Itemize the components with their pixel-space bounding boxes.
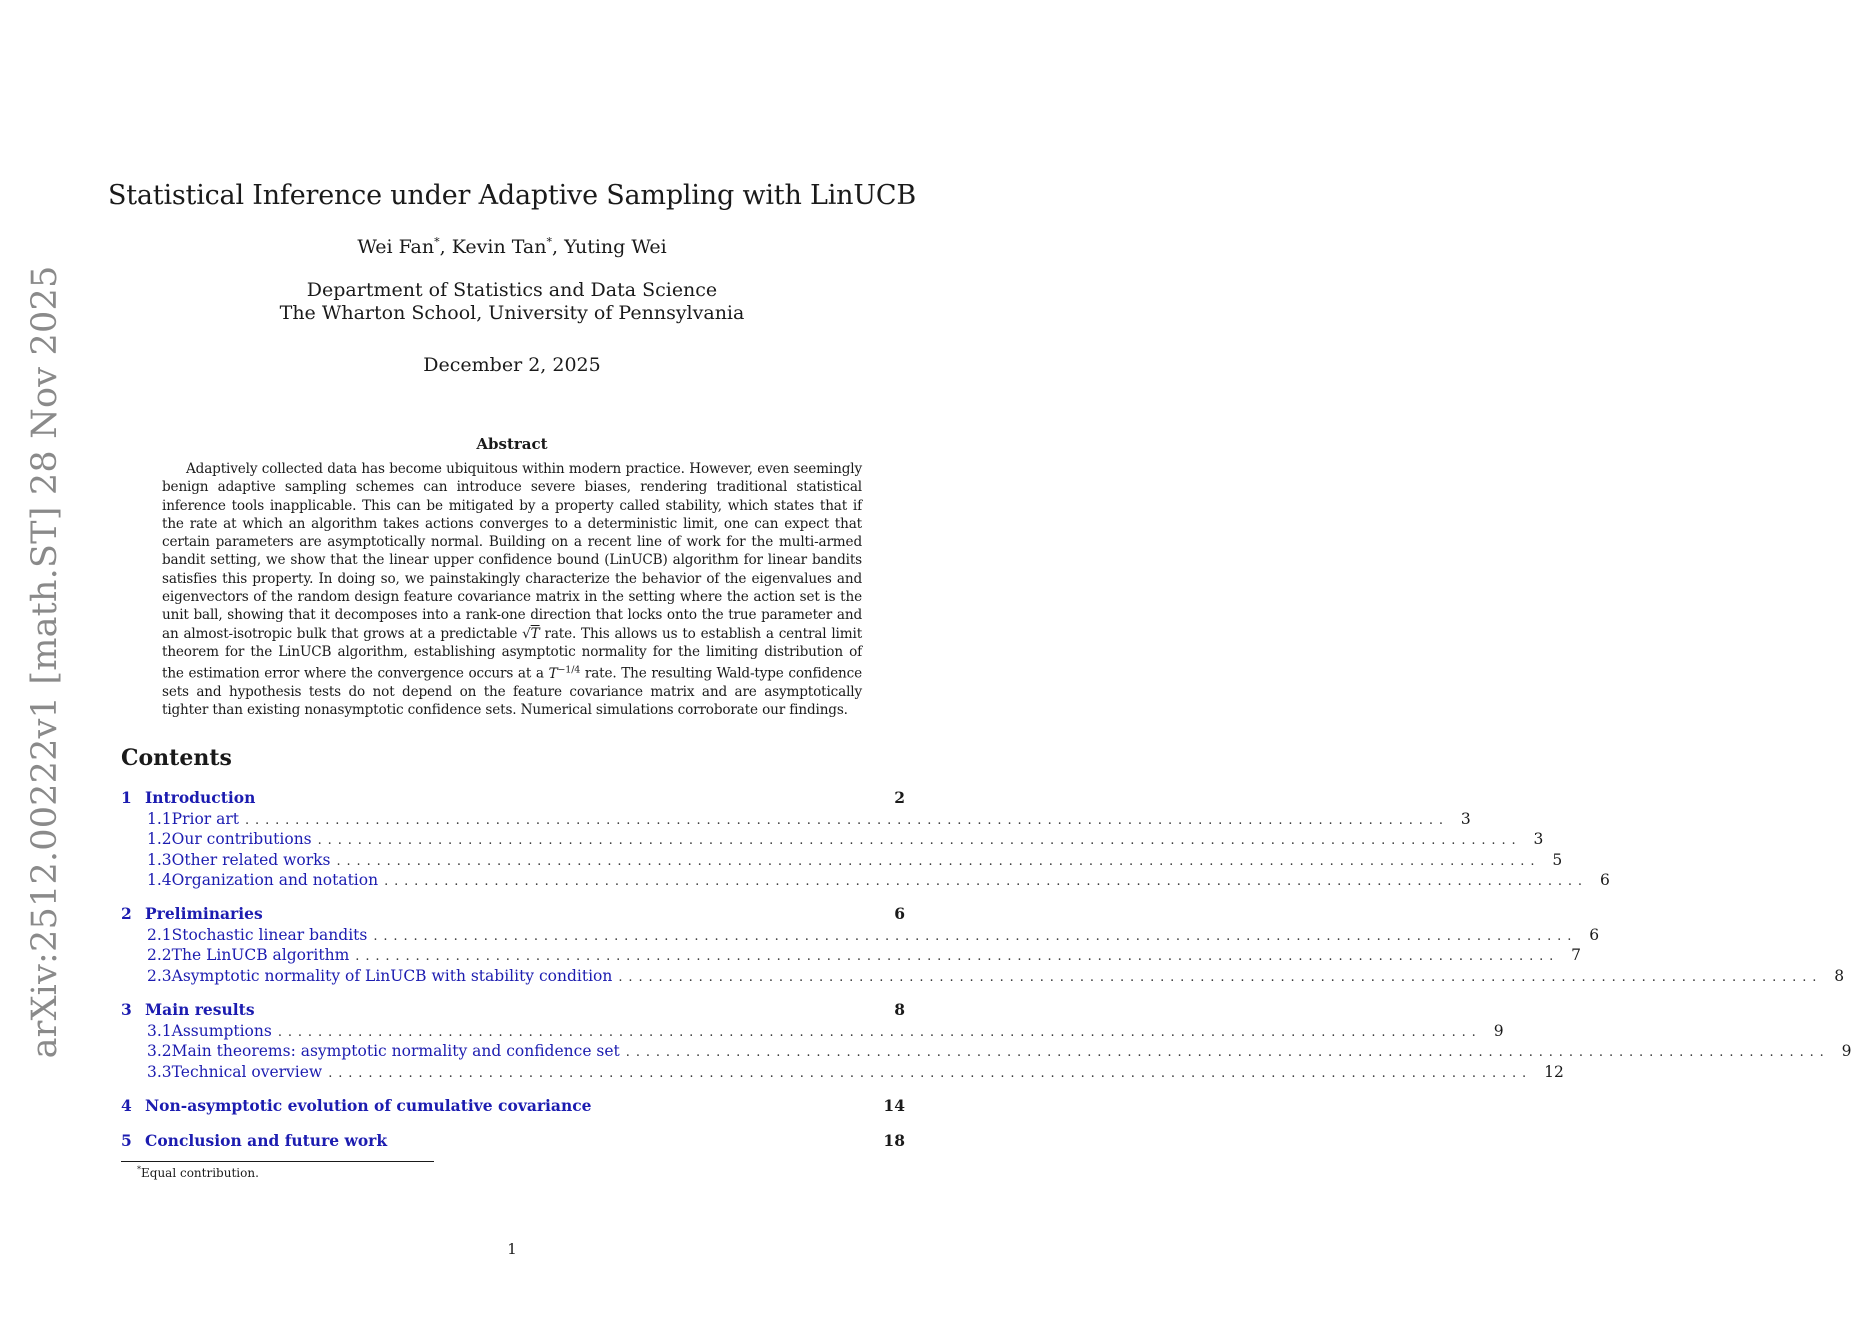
- toc-subsection-title[interactable]: Organization and notation: [171, 870, 379, 889]
- toc-subsection-number[interactable]: 1.4: [147, 870, 172, 889]
- footnote-text: Equal contribution.: [141, 1166, 259, 1180]
- sqrt-symbol: √: [522, 625, 531, 642]
- toc-page-number: 12: [1544, 1062, 1564, 1081]
- author-name: Kevin Tan: [451, 236, 547, 258]
- toc-section-title[interactable]: Preliminaries: [145, 904, 263, 924]
- toc-subsection-title[interactable]: Technical overview: [171, 1062, 323, 1081]
- affiliation: [0, 279, 1024, 325]
- toc-subsection-number[interactable]: 1.3: [147, 850, 172, 869]
- abstract-text: rate. The resulting Wald-type confidence sets and hypothesis tests do not depend on the feature covariance matrix and are asymptotically tighter than existing nonasymptotic confidence sets. Numerical simulations corroborate our findings.: [162, 665, 863, 719]
- toc-subsection-number[interactable]: 3.2: [147, 1042, 172, 1061]
- toc-section-link[interactable]: [121, 1096, 905, 1118]
- toc-dot-leader: ........................................................................................................................: [277, 1025, 1482, 1041]
- toc-subsection-title[interactable]: Assumptions: [171, 1022, 272, 1041]
- toc-subsection-link[interactable]: [121, 830, 1544, 850]
- math-exponent: −1/4: [557, 664, 581, 676]
- math-variable: T: [548, 665, 558, 682]
- toc-subsection-number[interactable]: 2.2: [147, 946, 172, 965]
- toc-page-number: 6: [894, 904, 905, 924]
- toc-section-block: [121, 1000, 1852, 1083]
- toc-page-number: 2: [894, 788, 905, 807]
- author-name: Wei Fan: [357, 236, 435, 258]
- toc-subsection-link[interactable]: [121, 966, 1845, 987]
- toc-dot-leader: ........................................................................................................................: [336, 853, 1541, 869]
- toc-subsection-title[interactable]: Other related works: [171, 850, 331, 869]
- toc-dot-leader: ........................................................................................................................: [384, 873, 1588, 889]
- toc-subsection-link[interactable]: [121, 926, 1600, 946]
- toc-page-number: 5: [1552, 850, 1563, 869]
- equal-contribution-marker: *: [546, 235, 552, 249]
- author-name: Yuting Wei: [564, 236, 667, 258]
- toc-subsection-link[interactable]: [121, 946, 1582, 966]
- toc-subsection-title[interactable]: Our contributions: [171, 830, 312, 849]
- toc-subsection-link[interactable]: [121, 870, 1610, 891]
- toc-section-link[interactable]: [121, 1131, 905, 1153]
- toc-section-number[interactable]: 5: [121, 1130, 132, 1150]
- arxiv-identifier-stamp: arXiv:2512.00222v1 [math.ST] 28 Nov 2025: [25, 265, 65, 1059]
- toc-page-number: 9: [1493, 1022, 1504, 1041]
- toc-dot-leader: ........................................................................................................................: [317, 833, 1522, 849]
- toc-page-number: 7: [1571, 946, 1582, 965]
- toc-subsection-number[interactable]: 1.1: [147, 810, 172, 828]
- toc-section-block: [121, 904, 1845, 987]
- abstract-body: [162, 460, 862, 720]
- toc-section-number[interactable]: 3: [121, 1000, 132, 1020]
- author-list: Wei Fan*, Kevin Tan*, Yuting Wei: [357, 235, 667, 258]
- toc-page-number: 6: [1589, 926, 1600, 945]
- toc-section-title[interactable]: Conclusion and future work: [145, 1130, 388, 1150]
- toc-subsection-title[interactable]: Stochastic linear bandits: [171, 926, 368, 945]
- toc-section-link[interactable]: [121, 788, 905, 810]
- toc-subsection-title[interactable]: Asymptotic normality of LinUCB with stability condition: [171, 966, 613, 985]
- toc-section-number[interactable]: 4: [121, 1095, 132, 1115]
- toc-subsection-number[interactable]: 3.1: [147, 1022, 172, 1041]
- toc-page-number: 8: [894, 1000, 905, 1020]
- toc-page-number: 3: [1533, 830, 1544, 849]
- abstract-heading: Abstract: [476, 435, 548, 453]
- equal-contribution-marker: *: [434, 235, 440, 249]
- toc-page-number: 18: [883, 1130, 905, 1150]
- table-of-contents: [121, 788, 1852, 1166]
- affiliation-institution: The Wharton School, University of Pennsylvania: [279, 302, 745, 324]
- contents-heading: Contents: [121, 745, 232, 771]
- abstract-text: rate. This allows us to establish a central limit theorem for the LinUCB algorithm, establishing asymptotic normality for the limiting distribution of the estimation error where the convergence occurs at a: [162, 625, 863, 682]
- footnote-marker: *: [137, 1165, 141, 1174]
- toc-page-number: 6: [1599, 870, 1610, 889]
- toc-page-number: 3: [1460, 810, 1471, 828]
- math-rate: [549, 666, 581, 682]
- toc-page-number: 8: [1834, 966, 1845, 985]
- footnote-rule: [121, 1161, 434, 1162]
- toc-section-number[interactable]: 1: [121, 788, 132, 807]
- toc-subsection-title[interactable]: Main theorems: asymptotic normality and confidence set: [171, 1042, 620, 1061]
- toc-subsection-link[interactable]: [121, 1042, 1852, 1062]
- footnote: [137, 1166, 259, 1180]
- toc-dot-leader: ........................................................................................................................: [355, 949, 1560, 965]
- toc-subsection-link[interactable]: [121, 1022, 1504, 1042]
- toc-subsection-number[interactable]: 1.2: [147, 830, 172, 849]
- toc-section-block: [121, 788, 1610, 891]
- publication-date: December 2, 2025: [423, 354, 601, 376]
- toc-dot-leader: ........................................................................................................................: [618, 969, 1823, 985]
- toc-page-number: 9: [1841, 1042, 1852, 1061]
- toc-subsection-number[interactable]: 2.3: [147, 966, 172, 985]
- toc-section-block: [121, 1096, 905, 1118]
- math-sqrt-t: [522, 626, 539, 642]
- toc-subsection-number[interactable]: 2.1: [147, 926, 172, 945]
- paper-title: Statistical Inference under Adaptive Sampling with LinUCB: [107, 180, 917, 211]
- toc-subsection-number[interactable]: 3.3: [147, 1062, 172, 1081]
- toc-section-number[interactable]: 2: [121, 904, 132, 924]
- toc-section-title[interactable]: Introduction: [145, 788, 256, 807]
- abstract-text: Adaptively collected data has become ubiquitous within modern practice. However, even seemingly benign adaptive sampling schemes can introduce severe biases, rendering traditional statistical inference tools inapplicable. This can be mitigated by a property called stability, which states that if the rate at which an algorithm takes actions converges to a deterministic limit, one can expect that certain parameters are asymptotically normal. Building on a recent line of work for the multi-armed bandit setting, we show that the linear upper confidence bound (LinUCB) algorithm for linear bandits satisfies this property. In doing so, we painstakingly characterize the behavior of the eigenvalues and eigenvectors of the random design feature covariance matrix in the setting where the action set is the unit ball, showing that it decomposes into a rank-one direction that locks onto the true parameter and an almost-isotropic bulk that grows at a predictable: [162, 461, 862, 642]
- toc-section-link[interactable]: [121, 1000, 905, 1022]
- toc-subsection-link[interactable]: [121, 850, 1563, 871]
- affiliation-department: Department of Statistics and Data Science: [306, 279, 718, 301]
- toc-page-number: 14: [883, 1095, 905, 1115]
- math-variable: T: [530, 625, 540, 642]
- toc-subsection-link[interactable]: [121, 1062, 1564, 1083]
- toc-dot-leader: ........................................................................................................................: [245, 813, 1449, 828]
- page-number: 1: [507, 1240, 517, 1258]
- toc-dot-leader: ........................................................................................................................: [625, 1045, 1830, 1061]
- toc-section-title[interactable]: Non-asymptotic evolution of cumulative covariance: [145, 1095, 592, 1115]
- toc-subsection-title[interactable]: Prior art: [171, 810, 239, 828]
- toc-dot-leader: ........................................................................................................................: [328, 1065, 1533, 1081]
- toc-subsection-link[interactable]: [121, 810, 1471, 830]
- toc-section-block: [121, 1131, 905, 1153]
- toc-dot-leader: ........................................................................................................................: [373, 929, 1578, 945]
- toc-subsection-title[interactable]: The LinUCB algorithm: [171, 946, 350, 965]
- toc-section-link[interactable]: [121, 904, 905, 926]
- toc-section-title[interactable]: Main results: [145, 1000, 255, 1020]
